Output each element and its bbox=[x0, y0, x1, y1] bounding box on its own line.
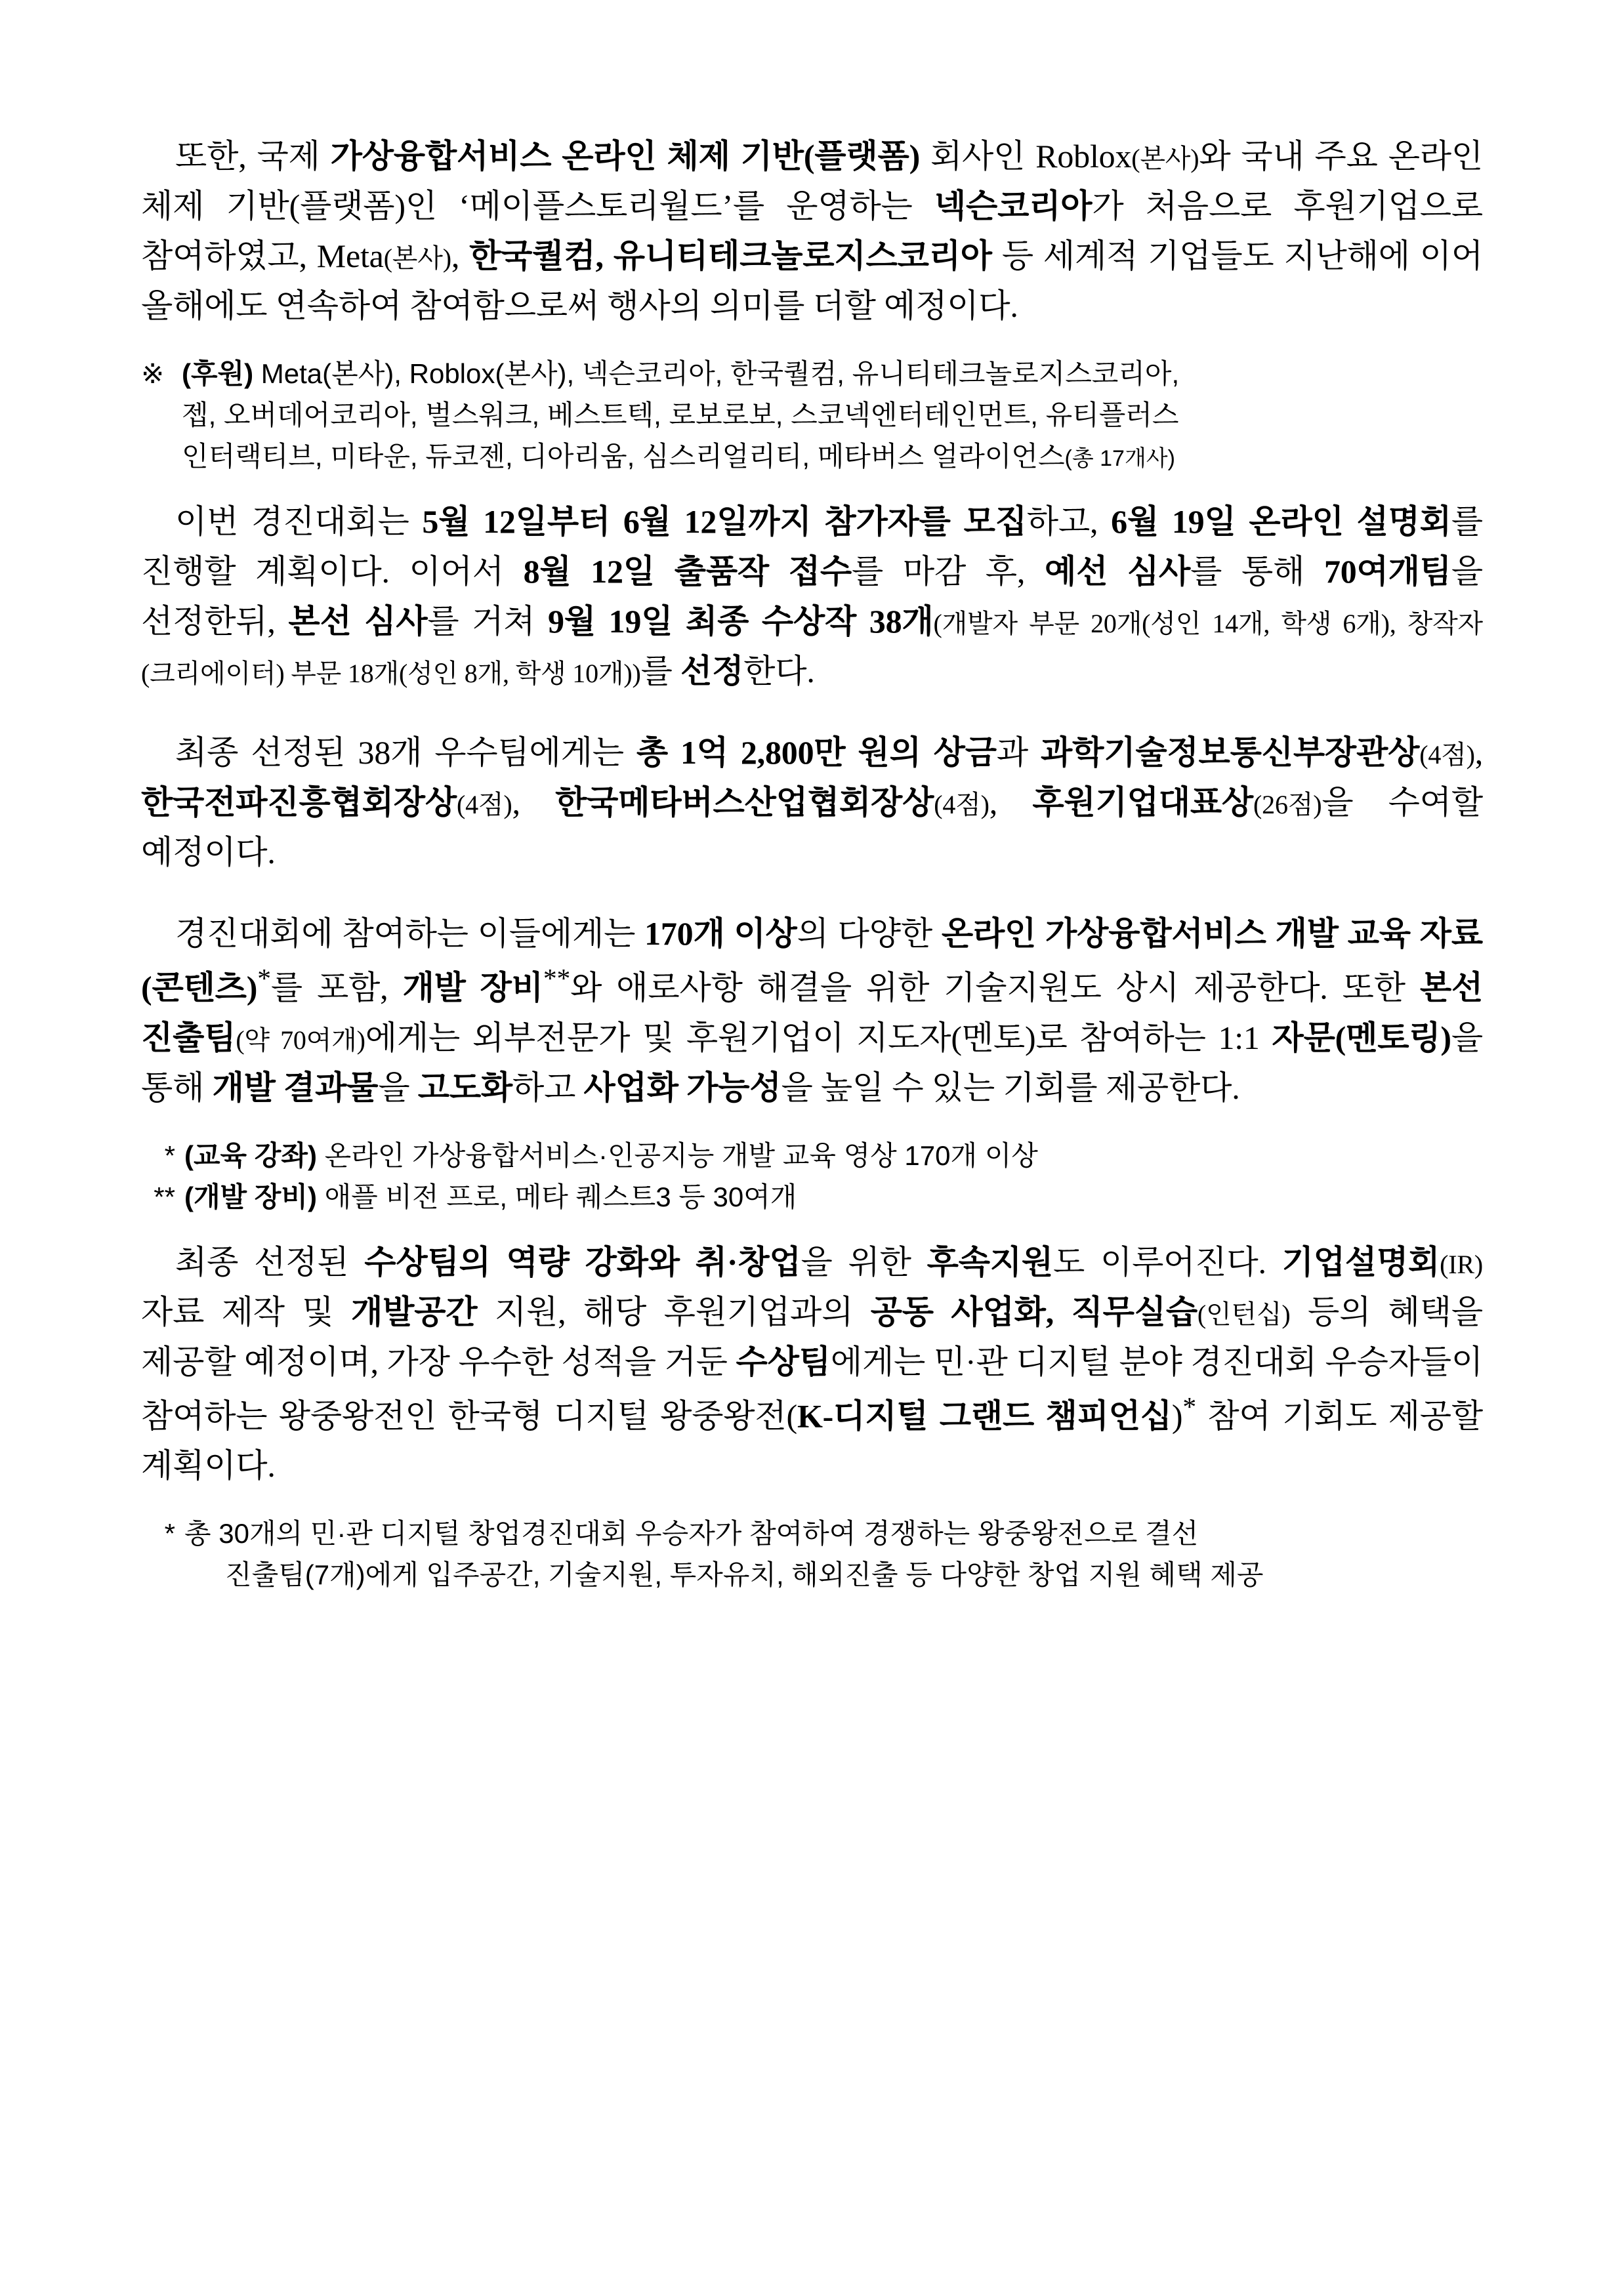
text-segment-bold: 직무실습 bbox=[1071, 1293, 1197, 1330]
text-segment: 를 bbox=[640, 653, 680, 689]
note-mark: * bbox=[164, 1139, 175, 1171]
note-text: 애플 비전 프로, 메타 퀘스트3 등 30여개 bbox=[324, 1181, 797, 1212]
note-text: 온라인 가상융합서비스·인공지능 개발 교육 영상 170개 이상 bbox=[324, 1139, 1038, 1171]
text-segment: 등의 혜택을 제공할 예정이며, 가장 우수한 성적을 거둔 bbox=[141, 1293, 1483, 1380]
text-segment-bold: 공동 사업화, bbox=[870, 1293, 1054, 1330]
text-segment-bold: 한국메타버스산업협회장상 bbox=[555, 784, 934, 821]
note-line bbox=[184, 1176, 1483, 1218]
text-segment: 이번 경진대회는 bbox=[175, 503, 423, 540]
text-segment: 참여 기회도 제공할 계획이다. bbox=[141, 1397, 1483, 1485]
note-text: 진출팀(7개)에게 입주공간, 기술지원, 투자유치, 해외진출 등 다양한 창업 지원 혜택 제공 bbox=[225, 1559, 1264, 1591]
text-segment: 최종 선정된 bbox=[175, 1243, 365, 1281]
note-label: (개발 장비) bbox=[184, 1181, 317, 1212]
note-line bbox=[184, 1554, 1483, 1595]
text-segment-small: (4점) bbox=[1419, 740, 1475, 769]
text-segment: 를 마감 후, bbox=[851, 553, 1045, 590]
text-segment: 를 포함, bbox=[270, 969, 403, 1006]
text-segment-bold: 넥슨코리아 bbox=[934, 188, 1093, 224]
paragraph-follow-up-support bbox=[141, 1237, 1483, 1491]
text-segment: 도 이루어진다. bbox=[1053, 1243, 1282, 1281]
text-segment-bold: 수상팀 bbox=[736, 1343, 831, 1380]
text-segment-bold: 70여개팀 bbox=[1323, 553, 1451, 590]
text-segment-bold: 한국전파진흥협회장상 bbox=[141, 784, 457, 821]
text-segment-bold: 과학기술정보통신부장관상 bbox=[1041, 734, 1420, 771]
text-segment-bold: 기업설명회 bbox=[1281, 1243, 1440, 1281]
text-segment: 최종 선정된 38개 우수팀에게는 bbox=[175, 734, 636, 771]
text-segment-small: (인턴십) bbox=[1197, 1299, 1291, 1329]
note-development-equipment bbox=[141, 1176, 1483, 1218]
text-segment: 을 높일 수 있는 기회를 제공한다. bbox=[781, 1069, 1240, 1106]
text-segment: ) bbox=[1171, 1397, 1183, 1435]
note-text: 젭, 오버데어코리아, 벌스워크, 베스트텍, 로보로보, 스코넥엔터테인먼트, 유티플러스 bbox=[182, 400, 1179, 430]
note-text-small: (총 17개사) bbox=[1064, 446, 1175, 471]
note-education-courses bbox=[141, 1135, 1483, 1176]
text-segment: 를 통해 bbox=[1190, 553, 1324, 590]
text-segment: 가 처음으로 후원기업으로 참여하였고, Meta bbox=[141, 188, 1484, 274]
text-segment: 을 수여할 예정이다. bbox=[141, 784, 1483, 871]
text-segment-small: (본사) bbox=[1131, 144, 1199, 173]
text-segment-bold: 사업화 가능성 bbox=[583, 1069, 781, 1106]
note-text: 인터랙티브, 미타운, 듀코젠, 디아리움, 심스리얼리티, 메타버스 얼라이언스 bbox=[182, 441, 1065, 472]
text-segment: 을 bbox=[378, 1069, 418, 1106]
text-segment: 의 다양한 bbox=[797, 915, 942, 952]
paragraph-prizes bbox=[141, 728, 1483, 877]
text-segment-bold: 선정 bbox=[680, 653, 744, 689]
note-line bbox=[184, 1513, 1483, 1554]
text-segment-small: (4점) bbox=[934, 790, 989, 819]
text-segment-small: (IR) bbox=[1440, 1249, 1483, 1279]
text-segment-bold: 본선 심사 bbox=[288, 603, 428, 640]
note-line bbox=[182, 394, 1483, 436]
footnote-marker: * bbox=[257, 964, 271, 994]
text-segment-bold: 6월 19일 온라인 설명회 bbox=[1111, 503, 1451, 540]
text-segment-bold: 개발 결과물 bbox=[212, 1069, 379, 1106]
note-line bbox=[184, 1135, 1483, 1176]
text-segment: 에게는 민·관 디지털 분야 경진대회 우승자들이 참여하는 왕중왕전인 한국형 디지털 왕중왕전( bbox=[141, 1343, 1483, 1435]
text-segment: , bbox=[989, 784, 1033, 821]
text-segment-small: (약 70여개) bbox=[236, 1025, 365, 1055]
text-segment-bold: 예선 심사 bbox=[1044, 553, 1191, 590]
text-segment-bold: 온라인 가상융합서비스 개발 교육 자료(콘텐츠) bbox=[141, 915, 1483, 1006]
text-segment: 와 국내 주요 온라인 체제 기반(플랫폼)인 ‘메이플스토리월드’를 운영하는 bbox=[141, 138, 1483, 224]
note-line bbox=[182, 436, 1483, 477]
note-label: (후원) bbox=[182, 358, 254, 389]
note-mark: ※ bbox=[141, 358, 165, 389]
text-segment: 자료 제작 및 bbox=[141, 1293, 351, 1330]
note-label: (교육 강좌) bbox=[184, 1139, 317, 1171]
text-segment bbox=[1054, 1294, 1072, 1330]
footnote-marker: * bbox=[1182, 1391, 1196, 1422]
text-segment: 한다. bbox=[743, 653, 815, 689]
text-segment: 경진대회에 참여하는 이들에게는 bbox=[175, 915, 645, 952]
text-segment: 하고, bbox=[1026, 503, 1112, 540]
note-text: 총 30개의 민·관 디지털 창업경진대회 우승자가 참여하여 경쟁하는 왕중왕전으로 결선 bbox=[184, 1518, 1199, 1549]
text-segment-bold: 170개 이상 bbox=[644, 915, 797, 952]
text-segment: 를 진행할 계획이다. 이어서 bbox=[141, 503, 1483, 590]
text-segment: , bbox=[451, 237, 470, 274]
note-line bbox=[182, 353, 1483, 394]
paragraph-support bbox=[141, 909, 1483, 1113]
text-segment-small: (개발자 부문 20개(성인 14개, 학생 6개), 창작자(크리에이터) 부문 18개(성인 8개, 학생 10개)) bbox=[141, 609, 1483, 688]
note-mark: * bbox=[164, 1518, 175, 1549]
text-segment-small: (26점) bbox=[1253, 790, 1322, 819]
text-segment: 하고 bbox=[512, 1069, 584, 1106]
text-segment-small: (4점) bbox=[457, 790, 512, 819]
text-segment-bold: 후속지원 bbox=[927, 1243, 1053, 1281]
text-segment: , bbox=[1474, 734, 1484, 771]
text-segment-bold: 본선 진출팀 bbox=[141, 969, 1484, 1056]
text-segment: 를 거쳐 bbox=[427, 603, 549, 640]
text-segment: 과 bbox=[996, 734, 1041, 771]
text-segment-bold: 수상팀의 역량 강화와 취·창업 bbox=[364, 1243, 801, 1281]
paragraph-sponsor-intro bbox=[141, 131, 1483, 331]
text-segment-bold: 개발 장비 bbox=[402, 969, 543, 1006]
text-segment: 을 선정한뒤, bbox=[141, 553, 1483, 640]
text-segment: 등 세계적 기업들도 지난해에 이어 올해에도 연속하여 참여함으로써 행사의 의미를 더할 예정이다. bbox=[141, 237, 1483, 324]
text-segment-bold: 총 1억 2,800만 원의 상금 bbox=[636, 734, 997, 771]
text-segment-small: (본사) bbox=[383, 243, 451, 273]
text-segment: 또한, 국제 bbox=[175, 138, 331, 174]
text-segment: 지원, 해당 후원기업과의 bbox=[477, 1293, 871, 1330]
text-segment-bold: 9월 19일 최종 수상작 38개 bbox=[548, 603, 934, 640]
text-segment-bold: 5월 12일부터 6월 12일까지 참가자를 모집 bbox=[422, 503, 1027, 540]
text-segment: 을 위한 bbox=[801, 1243, 927, 1281]
paragraph-schedule bbox=[141, 497, 1483, 696]
footnote-marker: ** bbox=[543, 964, 571, 994]
text-segment: 와 애로사항 해결을 위한 기술지원도 상시 제공한다. 또한 bbox=[570, 969, 1420, 1006]
text-segment-bold: 후원기업대표상 bbox=[1032, 784, 1254, 821]
note-mark: ** bbox=[154, 1181, 175, 1212]
text-segment: , bbox=[512, 784, 556, 821]
text-segment-bold: 가상융합서비스 온라인 체제 기반(플랫폼) bbox=[330, 138, 921, 174]
text-segment: 에게는 외부전문가 및 후원기업이 지도자(멘토)로 참여하는 1:1 bbox=[365, 1019, 1272, 1056]
note-sponsor-list bbox=[141, 353, 1483, 477]
text-segment-bold: 8월 12일 출품작 접수 bbox=[523, 553, 852, 590]
text-segment-bold: 한국퀄컴, 유니티테크놀로지스코리아 bbox=[469, 237, 992, 274]
note-grand-championship bbox=[141, 1513, 1483, 1595]
note-text: Meta(본사), Roblox(본사), 넥슨코리아, 한국퀄컴, 유니티테크놀로지스코리아, bbox=[260, 358, 1180, 389]
text-segment: 을 통해 bbox=[141, 1019, 1483, 1106]
text-segment: 회사인 Roblox bbox=[920, 138, 1132, 174]
text-segment-bold: 개발공간 bbox=[351, 1293, 478, 1330]
text-segment-bold: 고도화 bbox=[417, 1069, 513, 1106]
text-segment-bold: 자문(멘토링) bbox=[1272, 1019, 1451, 1056]
text-segment-bold: K-디지털 그랜드 챔피언십 bbox=[797, 1397, 1172, 1435]
